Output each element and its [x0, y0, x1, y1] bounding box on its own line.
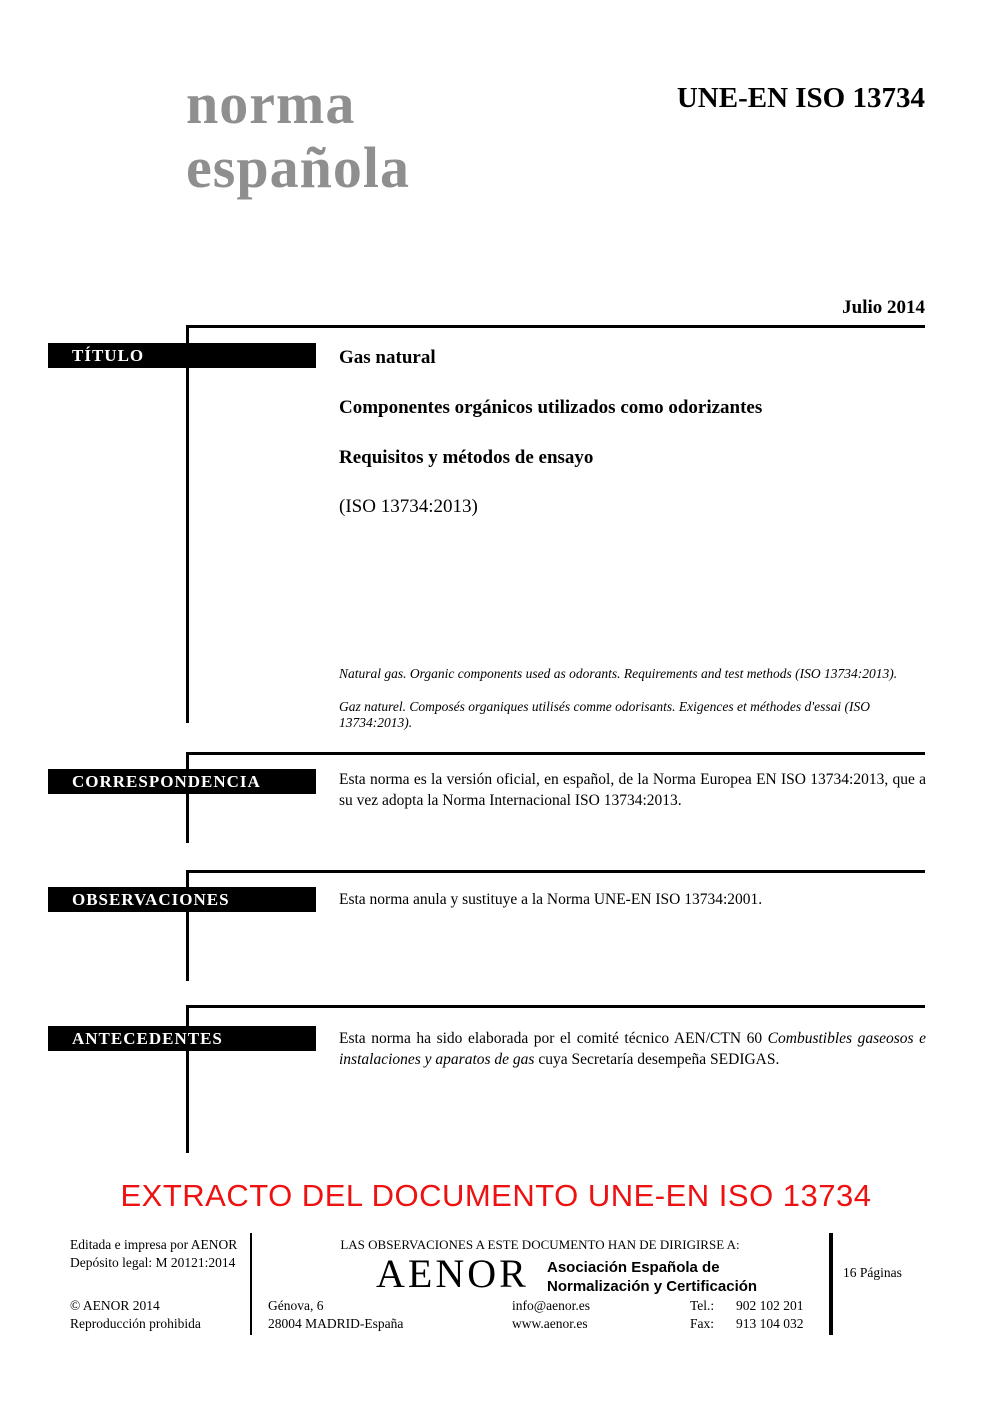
- footer-copyright-line2: Reproducción prohibida: [70, 1316, 201, 1331]
- title-line-requisitos: Requisitos y métodos de ensayo: [339, 447, 594, 468]
- logo-line-2: española: [186, 135, 410, 200]
- aenor-subtitle-line1: Asociación Española de: [547, 1259, 720, 1276]
- rule-correspondencia-top: [186, 752, 925, 755]
- correspondencia-text: Esta norma es la versión oficial, en español, de la Norma Europea EN ISO 13734:2013, que a su vez adopta la Norma Internacional ISO 13734:2013.: [339, 771, 926, 809]
- aenor-subtitle: [547, 1258, 757, 1296]
- footer-copyright-line1: © AENOR 2014: [70, 1298, 160, 1313]
- footer-website: www.aenor.es: [512, 1316, 588, 1331]
- aenor-wordmark: AENOR: [376, 1251, 529, 1296]
- title-line-iso-ref: (ISO 13734:2013): [339, 496, 478, 517]
- aenor-subtitle-line2: Normalización y Certificación: [547, 1278, 758, 1295]
- standard-number: UNE-EN ISO 13734: [676, 82, 925, 114]
- footer-telfax: [690, 1297, 804, 1333]
- footer-tel-row: [690, 1297, 804, 1315]
- rule-titulo-top: [186, 325, 925, 328]
- footer-address-line2: 28004 MADRID-España: [268, 1316, 404, 1331]
- section-label-correspondencia: CORRESPONDENCIA: [48, 769, 316, 794]
- section-label-antecedentes: ANTECEDENTES: [48, 1026, 316, 1051]
- footer-copyright: [70, 1297, 201, 1333]
- logo-line-1: norma: [186, 71, 356, 136]
- footer-fax-value: 913 104 032: [736, 1316, 804, 1331]
- footer-divider-right: [829, 1233, 833, 1335]
- antecedentes-text-before: Esta norma ha sido elaborada por el comité técnico AEN/CTN 60: [339, 1030, 768, 1047]
- title-line-gas-natural: Gas natural: [339, 347, 436, 368]
- extracto-banner: EXTRACTO DEL DOCUMENTO UNE-EN ISO 13734: [120, 1178, 872, 1213]
- footer-address: [268, 1297, 403, 1333]
- footer-imprint: [70, 1236, 237, 1272]
- antecedentes-text-after: cuya Secretaría desempeña SEDIGAS.: [534, 1051, 780, 1068]
- footer-fax-row: [690, 1315, 804, 1333]
- footer-contact-web: [512, 1297, 590, 1333]
- abstract-english: Natural gas. Organic components used as odorants. Requirements and test methods (ISO 13734:2013).: [339, 666, 898, 681]
- section-label-titulo: TÍTULO: [48, 343, 316, 368]
- footer-notice: LAS OBSERVACIONES A ESTE DOCUMENTO HAN DE DIRIGIRSE A:: [340, 1237, 740, 1252]
- norma-espanola-logo: [186, 72, 410, 200]
- footer-email: info@aenor.es: [512, 1298, 591, 1313]
- rule-observaciones-top: [186, 870, 925, 873]
- footer-page-count: 16 Páginas: [843, 1265, 902, 1280]
- footer-divider-left: [250, 1233, 252, 1335]
- rule-correspondencia-left: [186, 752, 189, 843]
- footer-address-line1: Génova, 6: [268, 1298, 324, 1313]
- footer-fax-label: Fax:: [690, 1316, 715, 1331]
- rule-antecedentes-top: [186, 1005, 925, 1008]
- observaciones-text: Esta norma anula y sustituye a la Norma UNE-EN ISO 13734:2001.: [339, 891, 763, 908]
- section-label-observaciones: OBSERVACIONES: [48, 887, 316, 912]
- footer-tel-value: 902 102 201: [736, 1298, 804, 1313]
- publication-date: Julio 2014: [842, 297, 925, 318]
- footer-tel-label: Tel.:: [690, 1298, 715, 1313]
- antecedentes-text-italic: Combustibles gaseosos e instalaciones y aparatos de gas: [339, 1030, 927, 1068]
- footer-imprint-line2: Depósito legal: M 20121:2014: [70, 1255, 236, 1270]
- footer-imprint-line1: Editada e impresa por AENOR: [70, 1237, 238, 1252]
- rule-titulo-left: [186, 325, 189, 723]
- antecedentes-text: [339, 1028, 926, 1070]
- title-line-componentes: Componentes orgánicos utilizados como odorizantes: [339, 397, 763, 418]
- abstract-french: Gaz naturel. Composés organiques utilisés comme odorisants. Exigences et méthodes d'essai (ISO 13734:2013).: [339, 699, 870, 730]
